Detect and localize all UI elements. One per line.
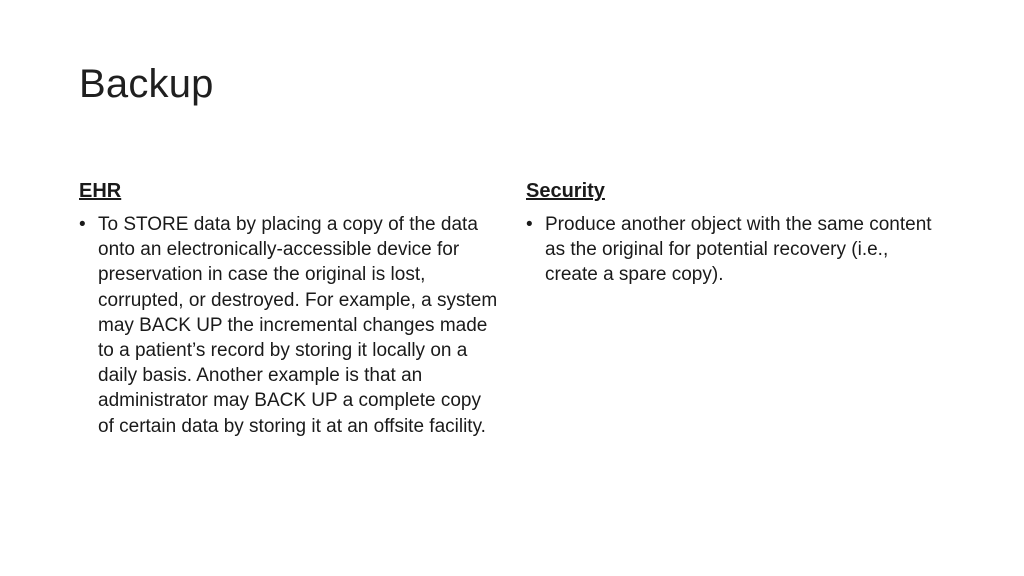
security-bullet-list <box>526 212 946 288</box>
bullet-icon: • <box>79 214 86 235</box>
ehr-bullet-text: To STORE data by placing a copy of the data onto an electronically-accessible device for preservation in case the original is lost, corrupted, or destroyed. For example, a system may BACK UP the incremental changes made to a patient’s record by storing it locally on a daily basis. Another example is that an administrator may BACK UP a complete copy of certain data by storing it at an offsite facility. <box>98 214 498 437</box>
ehr-bullet-item <box>79 212 499 439</box>
security-column <box>526 178 946 288</box>
ehr-heading: EHR <box>79 180 122 202</box>
bullet-icon: • <box>526 214 533 235</box>
ehr-bullet-list <box>79 212 499 439</box>
slide-title: Backup <box>79 62 214 106</box>
ehr-column <box>79 178 499 439</box>
security-bullet-item <box>526 212 946 288</box>
security-heading: Security <box>526 180 605 202</box>
security-bullet-text: Produce another object with the same content as the original for potential recovery (i.e., create a spare copy). <box>545 214 932 286</box>
